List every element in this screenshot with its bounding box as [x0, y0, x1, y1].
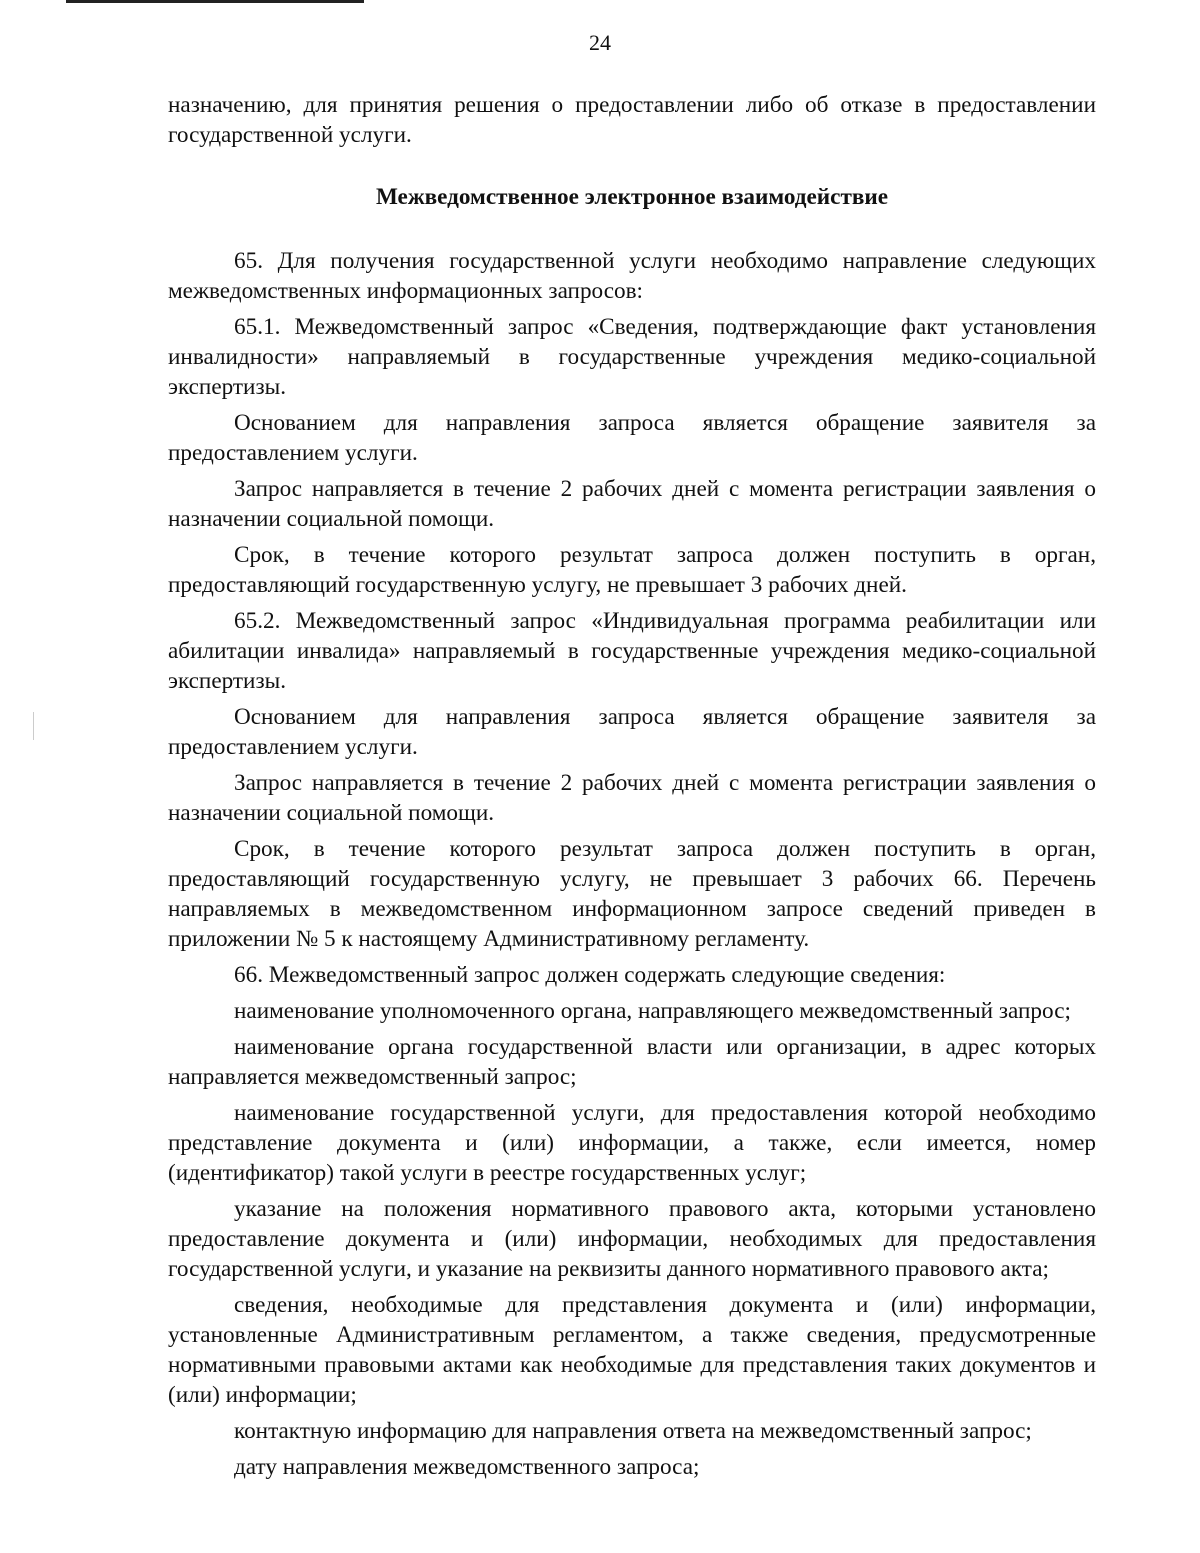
- page-number: 24: [589, 30, 611, 55]
- paragraph-65-1: 65.1. Межведомственный запрос «Сведения, подтверждающие факт установления инвалидности» направляемый в государственные учреждения медико-социальной экспертизы.: [168, 314, 1096, 400]
- top-rule: [66, 0, 364, 3]
- list-item: контактную информацию для направления ответа на межведомственный запрос;: [234, 1418, 1032, 1444]
- list-item: дату направления межведомственного запроса;: [234, 1454, 700, 1480]
- list-item: наименование органа государственной власти или организации, в адрес которых направляется межведомственный запрос;: [168, 1034, 1096, 1090]
- list-item: наименование государственной услуги, для предоставления которой необходимо представление документа и (или) информации, а также, если имеется, номер (идентификатор) такой услуги в реестре государственных услуг;: [168, 1100, 1096, 1186]
- intro-paragraph: назначению, для принятия решения о предоставлении либо об отказе в предоставлении государственной услуги.: [168, 92, 1096, 148]
- paragraph-65-2: 65.2. Межведомственный запрос «Индивидуальная программа реабилитации или абилитации инвалида» направляемый в государственные учреждения медико-социальной экспертизы.: [168, 608, 1096, 694]
- list-item: сведения, необходимые для представления документа и (или) информации, установленные Административным регламентом, а также сведения, предусмотренные нормативными правовыми актами как необходимые для представления таких документов и (или) информации;: [168, 1292, 1096, 1408]
- paragraph: Срок, в течение которого результат запроса должен поступить в орган, предоставляющий государственную услугу, не превышает 3 рабочих 66. Перечень направляемых в межведомственном информационном запросе сведений приведен в приложении № 5 к настоящему Административному регламенту.: [168, 836, 1096, 952]
- paragraph: Основанием для направления запроса является обращение заявителя за предоставлением услуги.: [168, 704, 1096, 760]
- list-item: указание на положения нормативного правового акта, которыми установлено предоставление документа и (или) информации, необходимых для предоставления государственной услуги, и указание на реквизиты данного нормативного правового акта;: [168, 1196, 1096, 1282]
- paragraph: Запрос направляется в течение 2 рабочих дней с момента регистрации заявления о назначении социальной помощи.: [168, 770, 1096, 826]
- paragraph: Срок, в течение которого результат запроса должен поступить в орган, предоставляющий государственную услугу, не превышает 3 рабочих дней.: [168, 542, 1096, 598]
- list-item: наименование уполномоченного органа, направляющего межведомственный запрос;: [234, 998, 1071, 1024]
- margin-mark: [33, 712, 34, 740]
- section-heading: Межведомственное электронное взаимодействие: [375, 184, 889, 210]
- document-body: [168, 90, 1096, 1488]
- paragraph: Основанием для направления запроса является обращение заявителя за предоставлением услуги.: [168, 410, 1096, 466]
- paragraph: Запрос направляется в течение 2 рабочих дней с момента регистрации заявления о назначении социальной помощи.: [168, 476, 1096, 532]
- paragraph-65: 65. Для получения государственной услуги необходимо направление следующих межведомственных информационных запросов:: [168, 248, 1096, 304]
- paragraph-66: 66. Межведомственный запрос должен содержать следующие сведения:: [234, 962, 946, 988]
